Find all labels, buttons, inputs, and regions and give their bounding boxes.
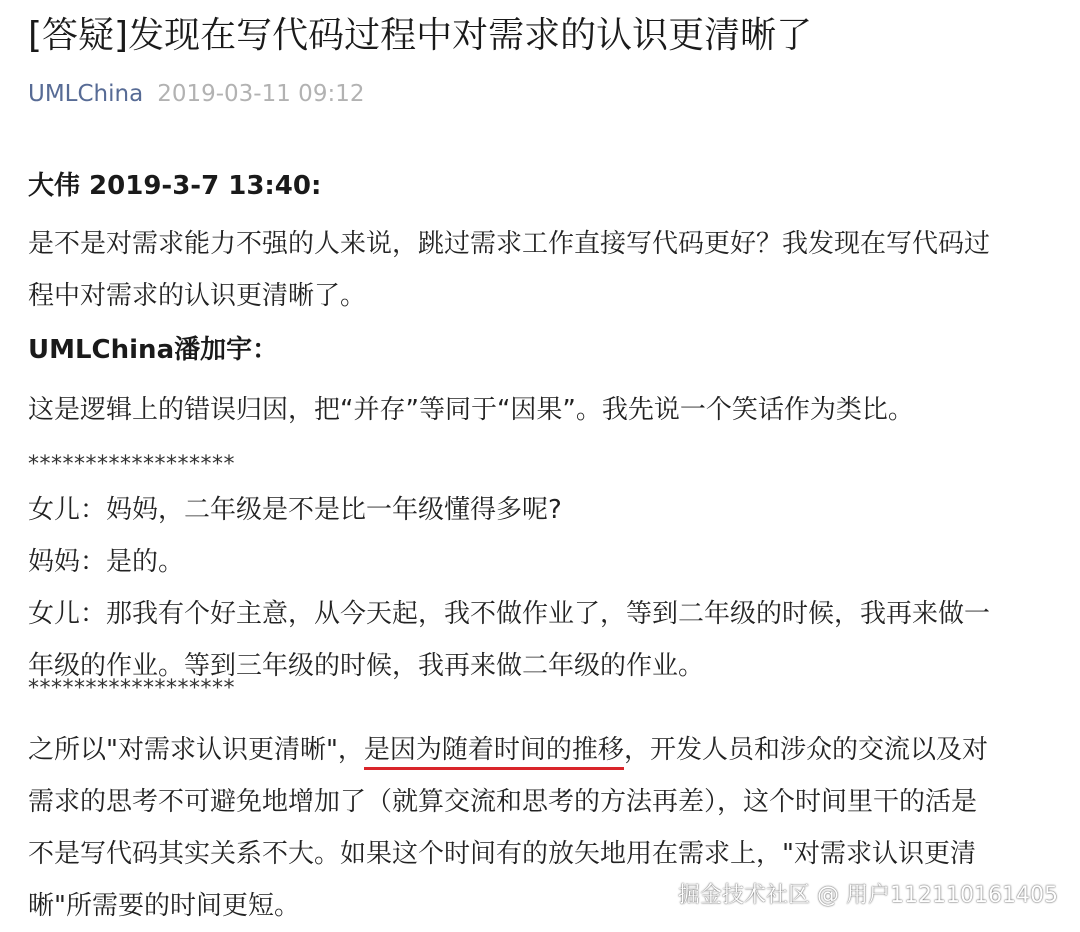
- article-meta: [28, 78, 364, 110]
- question-line: 程中对需求的认识更清晰了。: [28, 281, 367, 311]
- conclusion-line: 晰"所需要的时间更短。: [28, 891, 300, 921]
- highlighted-phrase: 是因为随着时间的推移: [364, 735, 624, 770]
- joke-line: 女儿：妈妈，二年级是不是比一年级懂得多呢?: [28, 495, 562, 525]
- author-link[interactable]: UMLChina: [28, 81, 144, 107]
- question-header: 大伟 2019-3-7 13:40:: [28, 171, 322, 201]
- joke-paragraph: [28, 484, 1058, 692]
- question-paragraph: [28, 218, 1058, 322]
- article-title: [答疑]发现在写代码过程中对需求的认识更清晰了: [28, 15, 813, 56]
- answer-header: UMLChina潘加宇：: [28, 335, 279, 365]
- joke-line: 年级的作业。等到三年级的时候，我再来做二年级的作业。: [28, 651, 705, 681]
- conclusion-text: 之所以"对需求认识更清晰"，: [28, 735, 364, 765]
- separator-stars-top: ******************: [28, 452, 235, 477]
- watermark: 掘金技术社区 @ 用户112110161405: [678, 883, 1058, 908]
- joke-line: 女儿：那我有个好主意，从今天起，我不做作业了，等到二年级的时候，我再来做一: [28, 599, 991, 629]
- answer-intro: 这是逻辑上的错误归因，把“并存”等同于“因果”。我先说一个笑话作为类比。: [28, 395, 914, 425]
- question-line: 是不是对需求能力不强的人来说，跳过需求工作直接写代码更好？我发现在写代码过: [28, 229, 991, 259]
- conclusion-line: 需求的思考不可避免地增加了（就算交流和思考的方法再差），这个时间里干的活是: [28, 787, 978, 817]
- conclusion-text: ，开发人员和涉众的交流以及对: [623, 735, 988, 765]
- conclusion-line: 不是写代码其实关系不大。如果这个时间有的放矢地用在需求上，"对需求认识更清: [28, 839, 976, 869]
- separator-stars-bottom: ******************: [28, 676, 235, 701]
- conclusion-line: [28, 724, 1058, 776]
- joke-line: 妈妈：是的。: [28, 547, 185, 577]
- publish-date: 2019-03-11 09:12: [157, 81, 365, 107]
